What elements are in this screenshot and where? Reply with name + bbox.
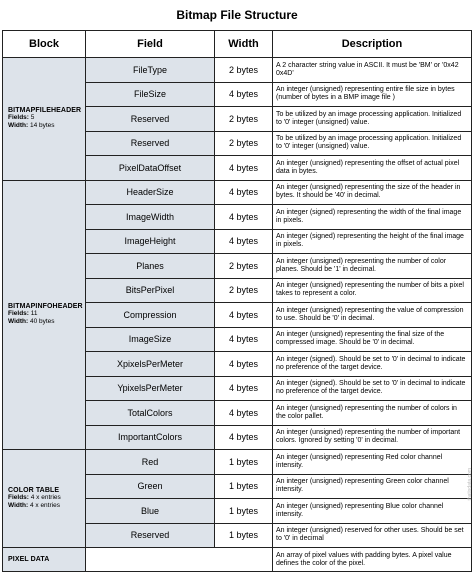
description-cell: An integer (unsigned) reserved for other uses. Should be set to '0' in decimal [273,523,472,548]
width-cell: 4 bytes [215,352,273,377]
width-cell: 4 bytes [215,401,273,426]
field-cell: HeaderSize [86,180,215,205]
table-row [3,58,472,83]
width-cell: 1 bytes [215,499,273,524]
field-cell: Blue [86,499,215,524]
field-cell: Red [86,450,215,475]
header-description: Description [273,31,472,58]
description-cell: An array of pixel values with padding bytes. A pixel value defines the color of the pixel. [273,548,472,572]
width-cell: 4 bytes [215,425,273,450]
description-cell: An integer (signed). Should be set to '0' in decimal to indicate no preference of the target device. [273,376,472,401]
table-row [3,450,472,475]
empty-cell [86,548,273,572]
width-cell: 4 bytes [215,303,273,328]
width-cell: 4 bytes [215,376,273,401]
field-cell: ImageSize [86,327,215,352]
page-title: Bitmap File Structure [176,8,298,22]
width-cell: 2 bytes [215,131,273,156]
table-row [3,180,472,205]
block-name: BITMAPFILEHEADER [8,107,82,115]
header-field: Field [86,31,215,58]
block-pixel-data [3,548,86,572]
width-cell: 4 bytes [215,229,273,254]
description-cell: An integer (unsigned) representing entire file size in bytes (number of bytes in a BMP image file ) [273,82,472,107]
header-block: Block [3,31,86,58]
description-cell: To be utilized by an image processing application. Initialized to '0' integer (unsigned) value. [273,131,472,156]
block-width: Width: 4 x entries [8,502,60,509]
width-cell: 4 bytes [215,156,273,181]
block-fields: Fields: 11 [8,310,38,318]
table-body [3,58,472,572]
description-cell: An integer (unsigned) representing Green color channel intensity. [273,474,472,499]
width-cell: 4 bytes [215,327,273,352]
description-cell: An integer (unsigned) representing the offset of actual pixel data in bytes. [273,156,472,181]
block-name: PIXEL DATA [8,556,50,563]
description-cell: An integer (unsigned) representing the value of compression to use. Should be '0' in decimal. [273,303,472,328]
width-cell: 4 bytes [215,82,273,107]
field-cell: PixelDataOffset [86,156,215,181]
block-fields: Fields: 4 x entries [8,494,61,501]
block-name: BITMAPINFOHEADER [8,303,83,311]
block-fields: Fields: 5 [8,114,35,122]
width-cell: 2 bytes [215,107,273,132]
description-cell: An integer (signed) representing the height of the final image in pixels. [273,229,472,254]
description-cell: An integer (unsigned) representing Blue color channel intensity. [273,499,472,524]
field-cell: Compression [86,303,215,328]
width-cell: 2 bytes [215,58,273,83]
block-width: Width: 14 bytes [8,122,55,130]
description-cell: An integer (unsigned) representing the size of the header in bytes. It should be '40' in decimal. [273,180,472,205]
description-cell: An integer (unsigned) representing Red color channel intensity. [273,450,472,475]
field-cell: TotalColors [86,401,215,426]
table-row [3,548,472,572]
width-cell: 2 bytes [215,254,273,279]
field-cell: FileSize [86,82,215,107]
width-cell: 1 bytes [215,523,273,548]
description-cell: An integer (unsigned) representing the number of important colors. Ignored by setting '0' in decimal. [273,425,472,450]
description-cell: A 2 character string value in ASCII. It must be 'BM' or '0x42 0x4D' [273,58,472,83]
description-cell: An integer (unsigned) representing the number of color planes. Should be '1' in decimal. [273,254,472,279]
block-name: COLOR TABLE [8,487,60,494]
width-cell: 1 bytes [215,474,273,499]
field-cell: Green [86,474,215,499]
width-cell: 4 bytes [215,205,273,230]
block-bitmapinfoheader [3,180,86,450]
description-cell: An integer (unsigned) representing the number of colors in the color pallet. [273,401,472,426]
field-cell: Reserved [86,523,215,548]
field-cell: YpixelsPerMeter [86,376,215,401]
field-cell: ImportantColors [86,425,215,450]
description-cell: An integer (signed) representing the width of the final image in pixels. [273,205,472,230]
field-cell: BitsPerPixel [86,278,215,303]
description-cell: An integer (signed). Should be set to '0' in decimal to indicate no preference of the target device. [273,352,472,377]
field-cell: Planes [86,254,215,279]
field-cell: Reserved [86,107,215,132]
width-cell: 1 bytes [215,450,273,475]
description-cell: An integer (unsigned) representing the number of bits a pixel takes to represent a color. [273,278,472,303]
field-cell: FileType [86,58,215,83]
field-cell: XpixelsPerMeter [86,352,215,377]
description-cell: To be utilized by an image processing application. Initialized to '0' integer (unsigned) value. [273,107,472,132]
width-cell: 2 bytes [215,278,273,303]
field-cell: ImageWidth [86,205,215,230]
width-cell: 4 bytes [215,180,273,205]
block-width: Width: 40 bytes [8,318,55,326]
header-row [3,31,472,58]
description-cell: An integer (unsigned) representing the final size of the compressed image. Should be '0' in decimal. [273,327,472,352]
header-width: Width [215,31,273,58]
block-bitmapfileheader [3,58,86,181]
bitmap-structure-table [2,30,472,572]
field-cell: Reserved [86,131,215,156]
block-color-table [3,450,86,548]
watermark: thatisdata.com [467,468,473,501]
field-cell: ImageHeight [86,229,215,254]
